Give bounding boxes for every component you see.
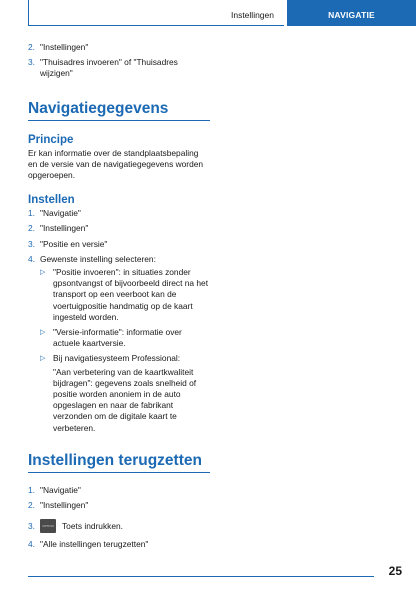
- list-item: [28, 485, 210, 496]
- step-number: 3.: [28, 57, 35, 68]
- triangle-bullet-icon: ▷: [40, 269, 46, 277]
- top-step-list: [28, 42, 210, 80]
- step-text: "Instellingen": [40, 223, 89, 234]
- reset-step-list: [28, 485, 210, 551]
- step-number: 4.: [28, 253, 35, 264]
- list-item: [28, 254, 210, 265]
- footer-divider: [28, 576, 374, 577]
- triangle-bullet-icon: ▷: [40, 355, 46, 363]
- list-item: [28, 208, 210, 219]
- step-number: 1.: [28, 208, 35, 219]
- triangle-bullet-icon: ▷: [40, 329, 46, 337]
- step-text: "Instellingen": [40, 42, 89, 52]
- list-item: [28, 42, 210, 53]
- section-heading-navigatiegegevens: Navigatiegegevens: [28, 100, 210, 121]
- list-item: [28, 519, 210, 533]
- option-key-icon: OPTION: [40, 519, 56, 533]
- step-number: 4.: [28, 539, 35, 550]
- step-text: "Navigatie": [40, 484, 81, 495]
- option-text: Bij navigatiesysteem Professional:: [53, 353, 181, 364]
- list-item: [40, 353, 210, 364]
- step-number: 3.: [28, 238, 35, 249]
- step-text: Toets indrukken.: [62, 520, 123, 531]
- professional-note: "Aan verbetering van de kaartkwaliteit bijdragen": gegevens zoals snelheid of positie worden anoniem in de auto opgeslagen en naar de fabrikant verzonden om de digitale kaart te verbeteren.: [53, 366, 197, 433]
- option-text: "Versie-informatie": informatie over actuele kaartversie.: [53, 327, 182, 349]
- page-content: [28, 42, 210, 554]
- list-item: [28, 57, 210, 79]
- header-section-title: Instellingen: [230, 10, 274, 20]
- page-number: 25: [388, 564, 402, 578]
- header-chapter-tab: NAVIGATIE: [287, 0, 416, 26]
- setting-options-list: [40, 267, 210, 365]
- section-heading-instellingen-terugzetten: Instellingen terugzetten: [28, 452, 210, 473]
- list-item: [28, 223, 210, 234]
- option-text: "Positie invoeren": in situaties zonder gpsontvangst of bijvoorbeeld direct na het transport op een veerboot kan de voertuigpositie handmatig op de kaart ingesteld worden.: [53, 267, 209, 322]
- step-number: 2.: [28, 223, 35, 234]
- header-section-box: [28, 0, 284, 26]
- list-item: [28, 239, 210, 250]
- step-text: "Thuisadres invoeren" of "Thuisadres wijzigen": [40, 57, 178, 79]
- step-text: "Positie en versie": [40, 238, 108, 249]
- step-number: 3.: [28, 520, 35, 531]
- list-item: [40, 327, 210, 349]
- step-number: 2.: [28, 42, 35, 52]
- step-text: "Instellingen": [40, 500, 89, 511]
- step-number: 2.: [28, 500, 35, 511]
- step-text: "Alle instellingen terugzetten": [40, 539, 149, 550]
- subheading-principe: Principe: [28, 133, 74, 146]
- list-item: [40, 267, 210, 323]
- principe-paragraph: Er kan informatie over de standplaatsbepaling en de versie van de navigatiegegevens worden opgeroepen.: [28, 147, 204, 181]
- step-number: 1.: [28, 484, 35, 495]
- list-item: [28, 500, 210, 511]
- step-text: "Navigatie": [40, 208, 81, 219]
- list-item: [28, 539, 210, 550]
- subheading-instellen: Instellen: [28, 194, 75, 207]
- step-text: Gewenste instelling selecteren:: [40, 253, 156, 264]
- instellen-step-list: [28, 208, 210, 265]
